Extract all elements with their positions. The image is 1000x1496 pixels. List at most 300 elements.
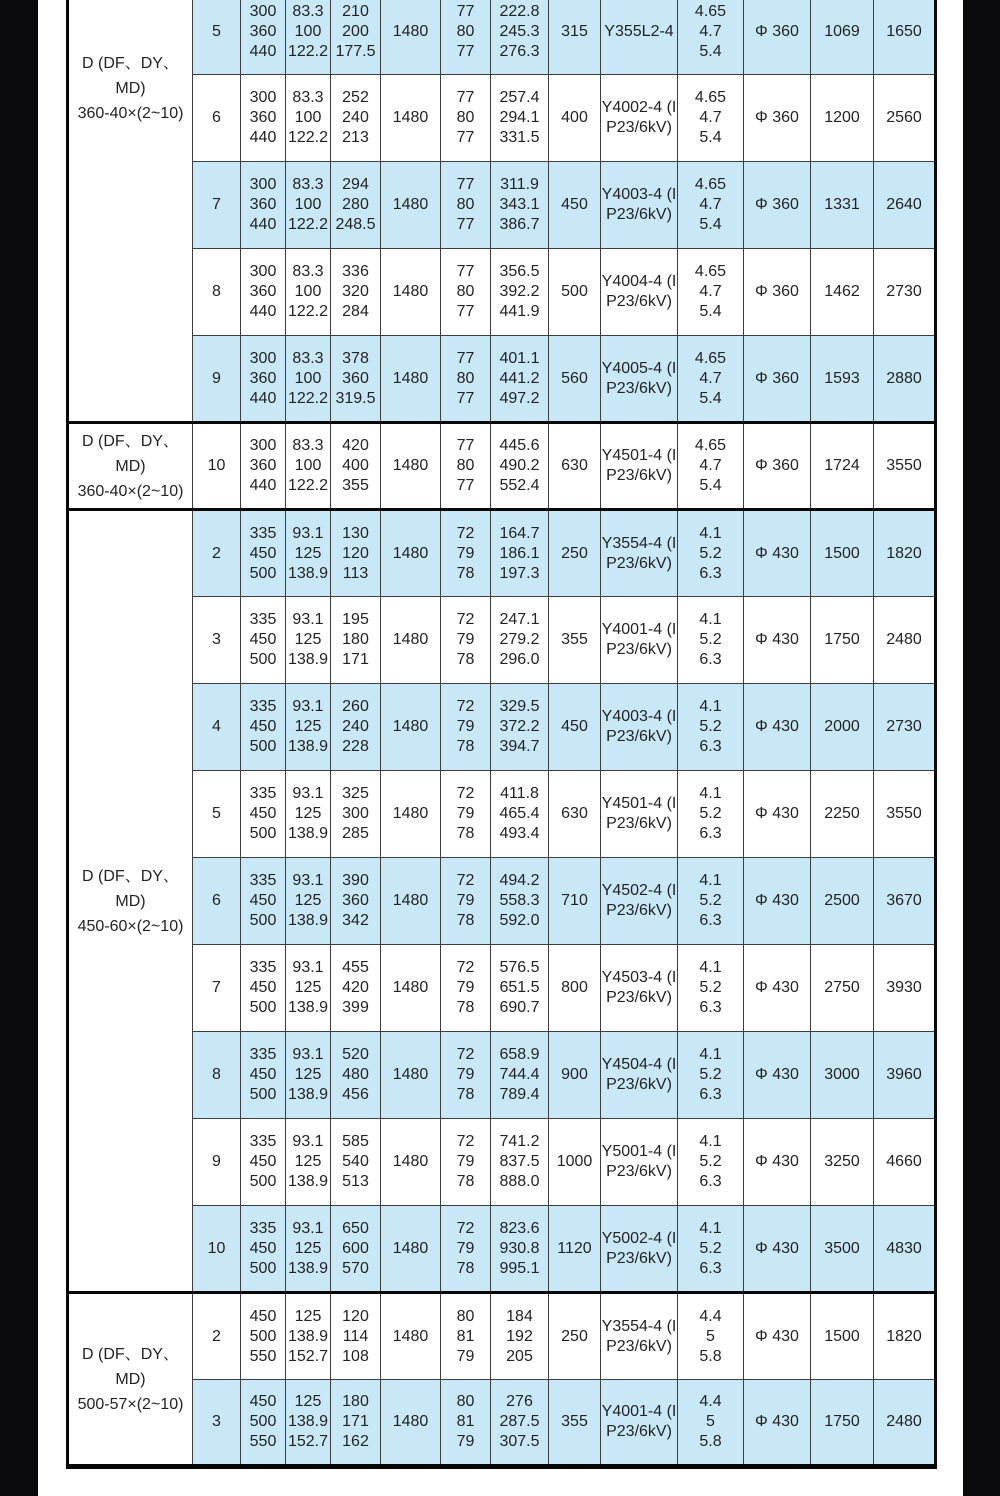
cell-line: 77 [456, 477, 475, 494]
motor-power-kw-cell: 630 [549, 771, 601, 858]
pump-weight-cell: 1724 [811, 423, 874, 510]
cell-line: 120 [342, 1307, 369, 1325]
cell-line: 378 [342, 349, 369, 367]
spec-table-holder [66, 0, 937, 1469]
shaft-power-kw-cell [491, 510, 549, 597]
cell-line: 319.5 [335, 389, 376, 407]
total-weight-cell: 1650 [874, 0, 936, 75]
cell-line: 494.2 [499, 872, 540, 889]
flow-ls-cell [286, 945, 331, 1032]
cell-line: 83.3 [292, 176, 324, 193]
motor-model-cell: Y5002-4 (IP23/6kV) [601, 1206, 678, 1293]
npsh-m-cell [678, 336, 744, 423]
cell-line: 79 [456, 1239, 475, 1257]
efficiency-pct-cell [441, 1206, 491, 1293]
total-weight-cell: 2730 [874, 684, 936, 771]
cell-line: 888.0 [499, 1173, 540, 1190]
cell-line: 450 [249, 1393, 277, 1410]
cell-line: 210 [342, 2, 369, 20]
speed-rpm-cell: 1480 [381, 510, 441, 597]
model-section [68, 1293, 936, 1467]
efficiency-pct-cell [441, 1119, 491, 1206]
motor-power-kw-cell: 560 [549, 336, 601, 423]
cell-line: 5 [706, 1413, 715, 1430]
cell-line: 480 [342, 1066, 369, 1083]
cell-line: 5.4 [699, 303, 722, 320]
cell-line: 93.1 [292, 959, 324, 976]
cell-line: 6.3 [699, 1086, 722, 1103]
cell-line: 245.3 [499, 22, 540, 40]
npsh-m-cell [678, 858, 744, 945]
cell-line: 4.65 [694, 2, 727, 20]
table-row [68, 0, 936, 75]
stages-cell: 10 [193, 1206, 241, 1293]
cell-line: 360 [249, 22, 277, 40]
cell-line: 247.1 [499, 611, 540, 628]
table-row [68, 597, 936, 684]
cell-line: 360 [342, 369, 369, 387]
cell-line: 78 [456, 825, 475, 842]
cell-line: 125 [294, 1066, 322, 1083]
npsh-m-cell [678, 162, 744, 249]
motor-model-cell: Y4003-4 (IP23/6kV) [601, 162, 678, 249]
cell-line: 335 [249, 611, 277, 628]
pump-weight-cell: 1331 [811, 162, 874, 249]
cell-line: 248.5 [335, 216, 376, 233]
cell-line: 540 [342, 1153, 369, 1170]
impeller-dia-cell: Φ 360 [744, 0, 811, 75]
impeller-dia-cell: Φ 430 [744, 858, 811, 945]
cell-line: 329.5 [499, 698, 540, 715]
shaft-power-kw-cell [491, 336, 549, 423]
cell-line: 450 [249, 805, 277, 822]
flow-ls-cell [286, 1206, 331, 1293]
cell-line: 823.6 [499, 1219, 540, 1237]
cell-line: 497.2 [499, 389, 540, 407]
cell-line: 77 [456, 42, 475, 60]
total-weight-cell: 2640 [874, 162, 936, 249]
speed-rpm-cell: 1480 [381, 771, 441, 858]
stages-cell: 3 [193, 1380, 241, 1467]
cell-line: 125 [294, 805, 322, 822]
cell-line: 72 [456, 959, 475, 976]
cell-line: 83.3 [292, 437, 324, 454]
cell-line: 72 [456, 698, 475, 715]
total-weight-cell: 3670 [874, 858, 936, 945]
stages-cell: 6 [193, 75, 241, 162]
cell-line: 450 [249, 1239, 277, 1257]
cell-line: 450 [249, 1153, 277, 1170]
motor-power-kw-cell: 315 [549, 0, 601, 75]
cell-line: 450 [249, 718, 277, 735]
pump-weight-cell: 1593 [811, 336, 874, 423]
cell-line: 78 [456, 1259, 475, 1277]
cell-line: 576.5 [499, 959, 540, 976]
head-m-cell [331, 75, 381, 162]
motor-model-cell: Y5001-4 (IP23/6kV) [601, 1119, 678, 1206]
table-row [68, 510, 936, 597]
head-m-cell [331, 162, 381, 249]
cell-line: 5.8 [699, 1347, 722, 1365]
cell-line: 100 [294, 109, 322, 126]
speed-rpm-cell: 1480 [381, 162, 441, 249]
pump-weight-cell: 2000 [811, 684, 874, 771]
cell-line: 83.3 [292, 2, 324, 20]
cell-line: 108 [342, 1347, 369, 1365]
cell-line: 80 [456, 283, 475, 300]
cell-line: 500 [249, 825, 277, 842]
cell-line: 500 [249, 1259, 277, 1277]
motor-model-cell: Y355L2-4 [601, 0, 678, 75]
cell-line: 177.5 [335, 42, 376, 60]
cell-line: 138.9 [287, 825, 329, 842]
total-weight-cell: 1820 [874, 510, 936, 597]
cell-line: 335 [249, 872, 277, 889]
cell-line: 78 [456, 912, 475, 929]
model-label-line: D (DF、DY、MD) [82, 55, 179, 97]
cell-line: 83.3 [292, 349, 324, 367]
cell-line: 78 [456, 738, 475, 755]
cell-line: 690.7 [499, 999, 540, 1016]
stages-cell: 5 [193, 0, 241, 75]
motor-power-kw-cell: 900 [549, 1032, 601, 1119]
cell-line: 78 [456, 651, 475, 668]
cell-line: 390 [342, 872, 369, 889]
cell-line: 72 [456, 1133, 475, 1150]
speed-rpm-cell: 1480 [381, 336, 441, 423]
cell-line: 80 [456, 109, 475, 126]
cell-line: 450 [249, 1066, 277, 1083]
speed-rpm-cell: 1480 [381, 1206, 441, 1293]
cell-line: 122.2 [287, 42, 329, 60]
cell-line: 320 [342, 283, 369, 300]
cell-line: 5.4 [699, 216, 722, 233]
pump-specification-table [66, 0, 937, 1469]
cell-line: 93.1 [292, 1219, 324, 1237]
cell-line: 490.2 [499, 457, 540, 474]
cell-line: 6.3 [699, 912, 722, 929]
cell-line: 651.5 [499, 979, 540, 996]
cell-line: 138.9 [287, 1173, 329, 1190]
cell-line: 77 [456, 389, 475, 407]
motor-model-cell: Y4001-4 (IP23/6kV) [601, 1380, 678, 1467]
motor-power-kw-cell: 400 [549, 75, 601, 162]
cell-line: 4.7 [699, 369, 722, 387]
table-row [68, 75, 936, 162]
cell-line: 360 [249, 109, 277, 126]
flow-ls-cell [286, 162, 331, 249]
cell-line: 386.7 [499, 216, 540, 233]
cell-line: 4.65 [694, 176, 727, 193]
cell-line: 125 [294, 1307, 322, 1325]
cell-line: 440 [249, 477, 277, 494]
cell-line: 500 [249, 1086, 277, 1103]
impeller-dia-cell: Φ 430 [744, 597, 811, 684]
flow-ls-cell [286, 597, 331, 684]
cell-line: 500 [249, 1327, 277, 1345]
cell-line: 164.7 [499, 524, 540, 542]
cell-line: 5.4 [699, 129, 722, 146]
efficiency-pct-cell [441, 945, 491, 1032]
cell-line: 80 [456, 22, 475, 40]
cell-line: 81 [456, 1413, 475, 1430]
cell-line: 280 [342, 196, 369, 213]
cell-line: 300 [249, 89, 277, 106]
cell-line: 72 [456, 872, 475, 889]
model-cell [68, 423, 193, 510]
speed-rpm-cell: 1480 [381, 945, 441, 1032]
flow-m3h-cell [241, 1206, 286, 1293]
shaft-power-kw-cell [491, 858, 549, 945]
cell-line: 276 [506, 1393, 533, 1410]
cell-line: 93.1 [292, 1133, 324, 1150]
npsh-m-cell [678, 249, 744, 336]
cell-line: 450 [249, 544, 277, 562]
cell-line: 411.8 [500, 785, 539, 802]
cell-line: 4.4 [699, 1307, 722, 1325]
cell-line: 78 [456, 1173, 475, 1190]
total-weight-cell: 1820 [874, 1293, 936, 1380]
cell-line: 81 [456, 1327, 475, 1345]
cell-line: 93.1 [292, 611, 324, 628]
motor-power-kw-cell: 355 [549, 1380, 601, 1467]
impeller-dia-cell: Φ 360 [744, 423, 811, 510]
cell-line: 307.5 [499, 1433, 540, 1450]
cell-line: 138.9 [287, 564, 329, 582]
table-row [68, 945, 936, 1032]
npsh-m-cell [678, 75, 744, 162]
cell-line: 93.1 [292, 524, 324, 542]
cell-line: 125 [294, 718, 322, 735]
cell-line: 650 [342, 1219, 369, 1237]
cell-line: 72 [456, 1219, 475, 1237]
flow-m3h-cell [241, 684, 286, 771]
flow-m3h-cell [241, 1119, 286, 1206]
motor-model-cell: Y4503-4 (IP23/6kV) [601, 945, 678, 1032]
cell-line: 93.1 [292, 1046, 324, 1063]
cell-line: 77 [456, 437, 475, 454]
cell-line: 213 [342, 129, 369, 146]
cell-line: 300 [249, 437, 277, 454]
cell-line: 4.1 [699, 959, 722, 976]
cell-line: 240 [342, 109, 369, 126]
pump-weight-cell: 2500 [811, 858, 874, 945]
speed-rpm-cell: 1480 [381, 858, 441, 945]
cell-line: 138.9 [287, 1413, 329, 1430]
stages-cell: 9 [193, 336, 241, 423]
shaft-power-kw-cell [491, 1380, 549, 1467]
cell-line: 500 [249, 738, 277, 755]
table-row [68, 1032, 936, 1119]
motor-model-cell: Y4501-4 (IP23/6kV) [601, 771, 678, 858]
cell-line: 113 [342, 564, 369, 582]
speed-rpm-cell: 1480 [381, 0, 441, 75]
cell-line: 138.9 [287, 651, 329, 668]
shaft-power-kw-cell [491, 945, 549, 1032]
cell-line: 335 [249, 698, 277, 715]
head-m-cell [331, 684, 381, 771]
total-weight-cell: 2730 [874, 249, 936, 336]
speed-rpm-cell: 1480 [381, 249, 441, 336]
model-label-line: 500-57×(2~10) [77, 1395, 184, 1413]
motor-power-kw-cell: 630 [549, 423, 601, 510]
cell-line: 130 [342, 524, 369, 542]
cell-line: 138.9 [287, 912, 329, 929]
cell-line: 440 [249, 303, 277, 320]
efficiency-pct-cell [441, 597, 491, 684]
cell-line: 5.2 [699, 892, 722, 909]
cell-line: 152.7 [287, 1433, 329, 1450]
cell-line: 114 [342, 1327, 369, 1345]
cell-line: 296.0 [499, 651, 540, 668]
total-weight-cell: 2880 [874, 336, 936, 423]
flow-ls-cell [286, 858, 331, 945]
cell-line: 450 [249, 631, 277, 648]
cell-line: 4.7 [699, 109, 722, 126]
model-label-line: D (DF、DY、MD) [82, 432, 179, 475]
cell-line: 585 [342, 1133, 369, 1150]
flow-m3h-cell [241, 597, 286, 684]
cell-line: 520 [342, 1046, 369, 1063]
pump-weight-cell: 3000 [811, 1032, 874, 1119]
cell-line: 122.2 [287, 389, 329, 407]
cell-line: 4.1 [699, 698, 722, 715]
cell-line: 80 [456, 1307, 475, 1325]
pump-weight-cell: 1069 [811, 0, 874, 75]
efficiency-pct-cell [441, 75, 491, 162]
cell-line: 6.3 [699, 1173, 722, 1190]
cell-line: 6.3 [699, 1259, 722, 1277]
model-section [68, 510, 936, 1293]
cell-line: 171 [342, 1413, 369, 1430]
motor-model-cell: Y3554-4 (IP23/6kV) [601, 510, 678, 597]
cell-line: 192 [506, 1327, 533, 1345]
flow-ls-cell [286, 336, 331, 423]
cell-line: 125 [294, 979, 322, 996]
cell-line: 228 [342, 738, 369, 755]
cell-line: 342 [342, 912, 369, 929]
cell-line: 78 [456, 564, 475, 582]
cell-line: 331.5 [499, 129, 540, 146]
motor-power-kw-cell: 500 [549, 249, 601, 336]
flow-m3h-cell [241, 1032, 286, 1119]
cell-line: 287.5 [499, 1413, 540, 1430]
cell-line: 325 [342, 785, 369, 802]
cell-line: 4.1 [699, 611, 722, 628]
npsh-m-cell [678, 510, 744, 597]
cell-line: 420 [342, 979, 369, 996]
cell-line: 450 [249, 979, 277, 996]
efficiency-pct-cell [441, 1032, 491, 1119]
stages-cell: 2 [193, 1293, 241, 1380]
cell-line: 294 [342, 176, 369, 193]
cell-line: 100 [294, 196, 322, 213]
cell-line: 4.65 [694, 89, 727, 106]
cell-line: 440 [249, 389, 277, 407]
shaft-power-kw-cell [491, 1032, 549, 1119]
cell-line: 100 [294, 283, 322, 300]
cell-line: 138.9 [287, 1259, 329, 1277]
cell-line: 789.4 [499, 1086, 540, 1103]
head-m-cell [331, 423, 381, 510]
speed-rpm-cell: 1480 [381, 1293, 441, 1380]
impeller-dia-cell: Φ 430 [744, 1119, 811, 1206]
cell-line: 72 [456, 524, 475, 542]
model-section [68, 0, 936, 423]
cell-line: 300 [342, 805, 369, 822]
cell-line: 500 [249, 1413, 277, 1430]
cell-line: 79 [456, 979, 475, 996]
motor-model-cell: Y4504-4 (IP23/6kV) [601, 1032, 678, 1119]
flow-m3h-cell [241, 249, 286, 336]
stages-cell: 7 [193, 945, 241, 1032]
cell-line: 360 [249, 283, 277, 300]
flow-m3h-cell [241, 162, 286, 249]
total-weight-cell: 2560 [874, 75, 936, 162]
cell-line: 184 [506, 1307, 533, 1325]
npsh-m-cell [678, 423, 744, 510]
cell-line: 513 [342, 1173, 369, 1190]
cell-line: 138.9 [287, 738, 329, 755]
impeller-dia-cell: Φ 430 [744, 771, 811, 858]
model-cell [68, 510, 193, 1293]
cell-line: 360 [249, 457, 277, 474]
flow-ls-cell [286, 1380, 331, 1467]
shaft-power-kw-cell [491, 75, 549, 162]
cell-line: 72 [456, 611, 475, 628]
cell-line: 138.9 [287, 999, 329, 1016]
head-m-cell [331, 597, 381, 684]
cell-line: 79 [456, 1066, 475, 1083]
shaft-power-kw-cell [491, 684, 549, 771]
pump-weight-cell: 1750 [811, 597, 874, 684]
efficiency-pct-cell [441, 1293, 491, 1380]
cell-line: 77 [456, 263, 475, 280]
impeller-dia-cell: Φ 430 [744, 684, 811, 771]
shaft-power-kw-cell [491, 1206, 549, 1293]
motor-model-cell: Y4004-4 (IP23/6kV) [601, 249, 678, 336]
cell-line: 356.5 [499, 263, 540, 280]
head-m-cell [331, 1206, 381, 1293]
head-m-cell [331, 1032, 381, 1119]
cell-line: 658.9 [499, 1046, 540, 1063]
efficiency-pct-cell [441, 510, 491, 597]
npsh-m-cell [678, 1032, 744, 1119]
cell-line: 552.4 [499, 477, 540, 494]
cell-line: 79 [456, 544, 475, 562]
cell-line: 78 [456, 1086, 475, 1103]
cell-line: 120 [342, 544, 369, 562]
cell-line: 493.4 [499, 825, 540, 842]
cell-line: 399 [342, 999, 369, 1016]
pump-weight-cell: 2750 [811, 945, 874, 1032]
cell-line: 744.4 [499, 1066, 540, 1083]
flow-ls-cell [286, 684, 331, 771]
cell-line: 335 [249, 1219, 277, 1237]
impeller-dia-cell: Φ 360 [744, 249, 811, 336]
cell-line: 138.9 [287, 1086, 329, 1103]
table-row [68, 249, 936, 336]
cell-line: 741.2 [499, 1133, 540, 1150]
cell-line: 6.3 [699, 999, 722, 1016]
flow-m3h-cell [241, 0, 286, 75]
shaft-power-kw-cell [491, 423, 549, 510]
cell-line: 4.65 [694, 437, 727, 454]
table-row [68, 1380, 936, 1467]
cell-line: 4.1 [699, 785, 722, 802]
shaft-power-kw-cell [491, 771, 549, 858]
impeller-dia-cell: Φ 430 [744, 945, 811, 1032]
